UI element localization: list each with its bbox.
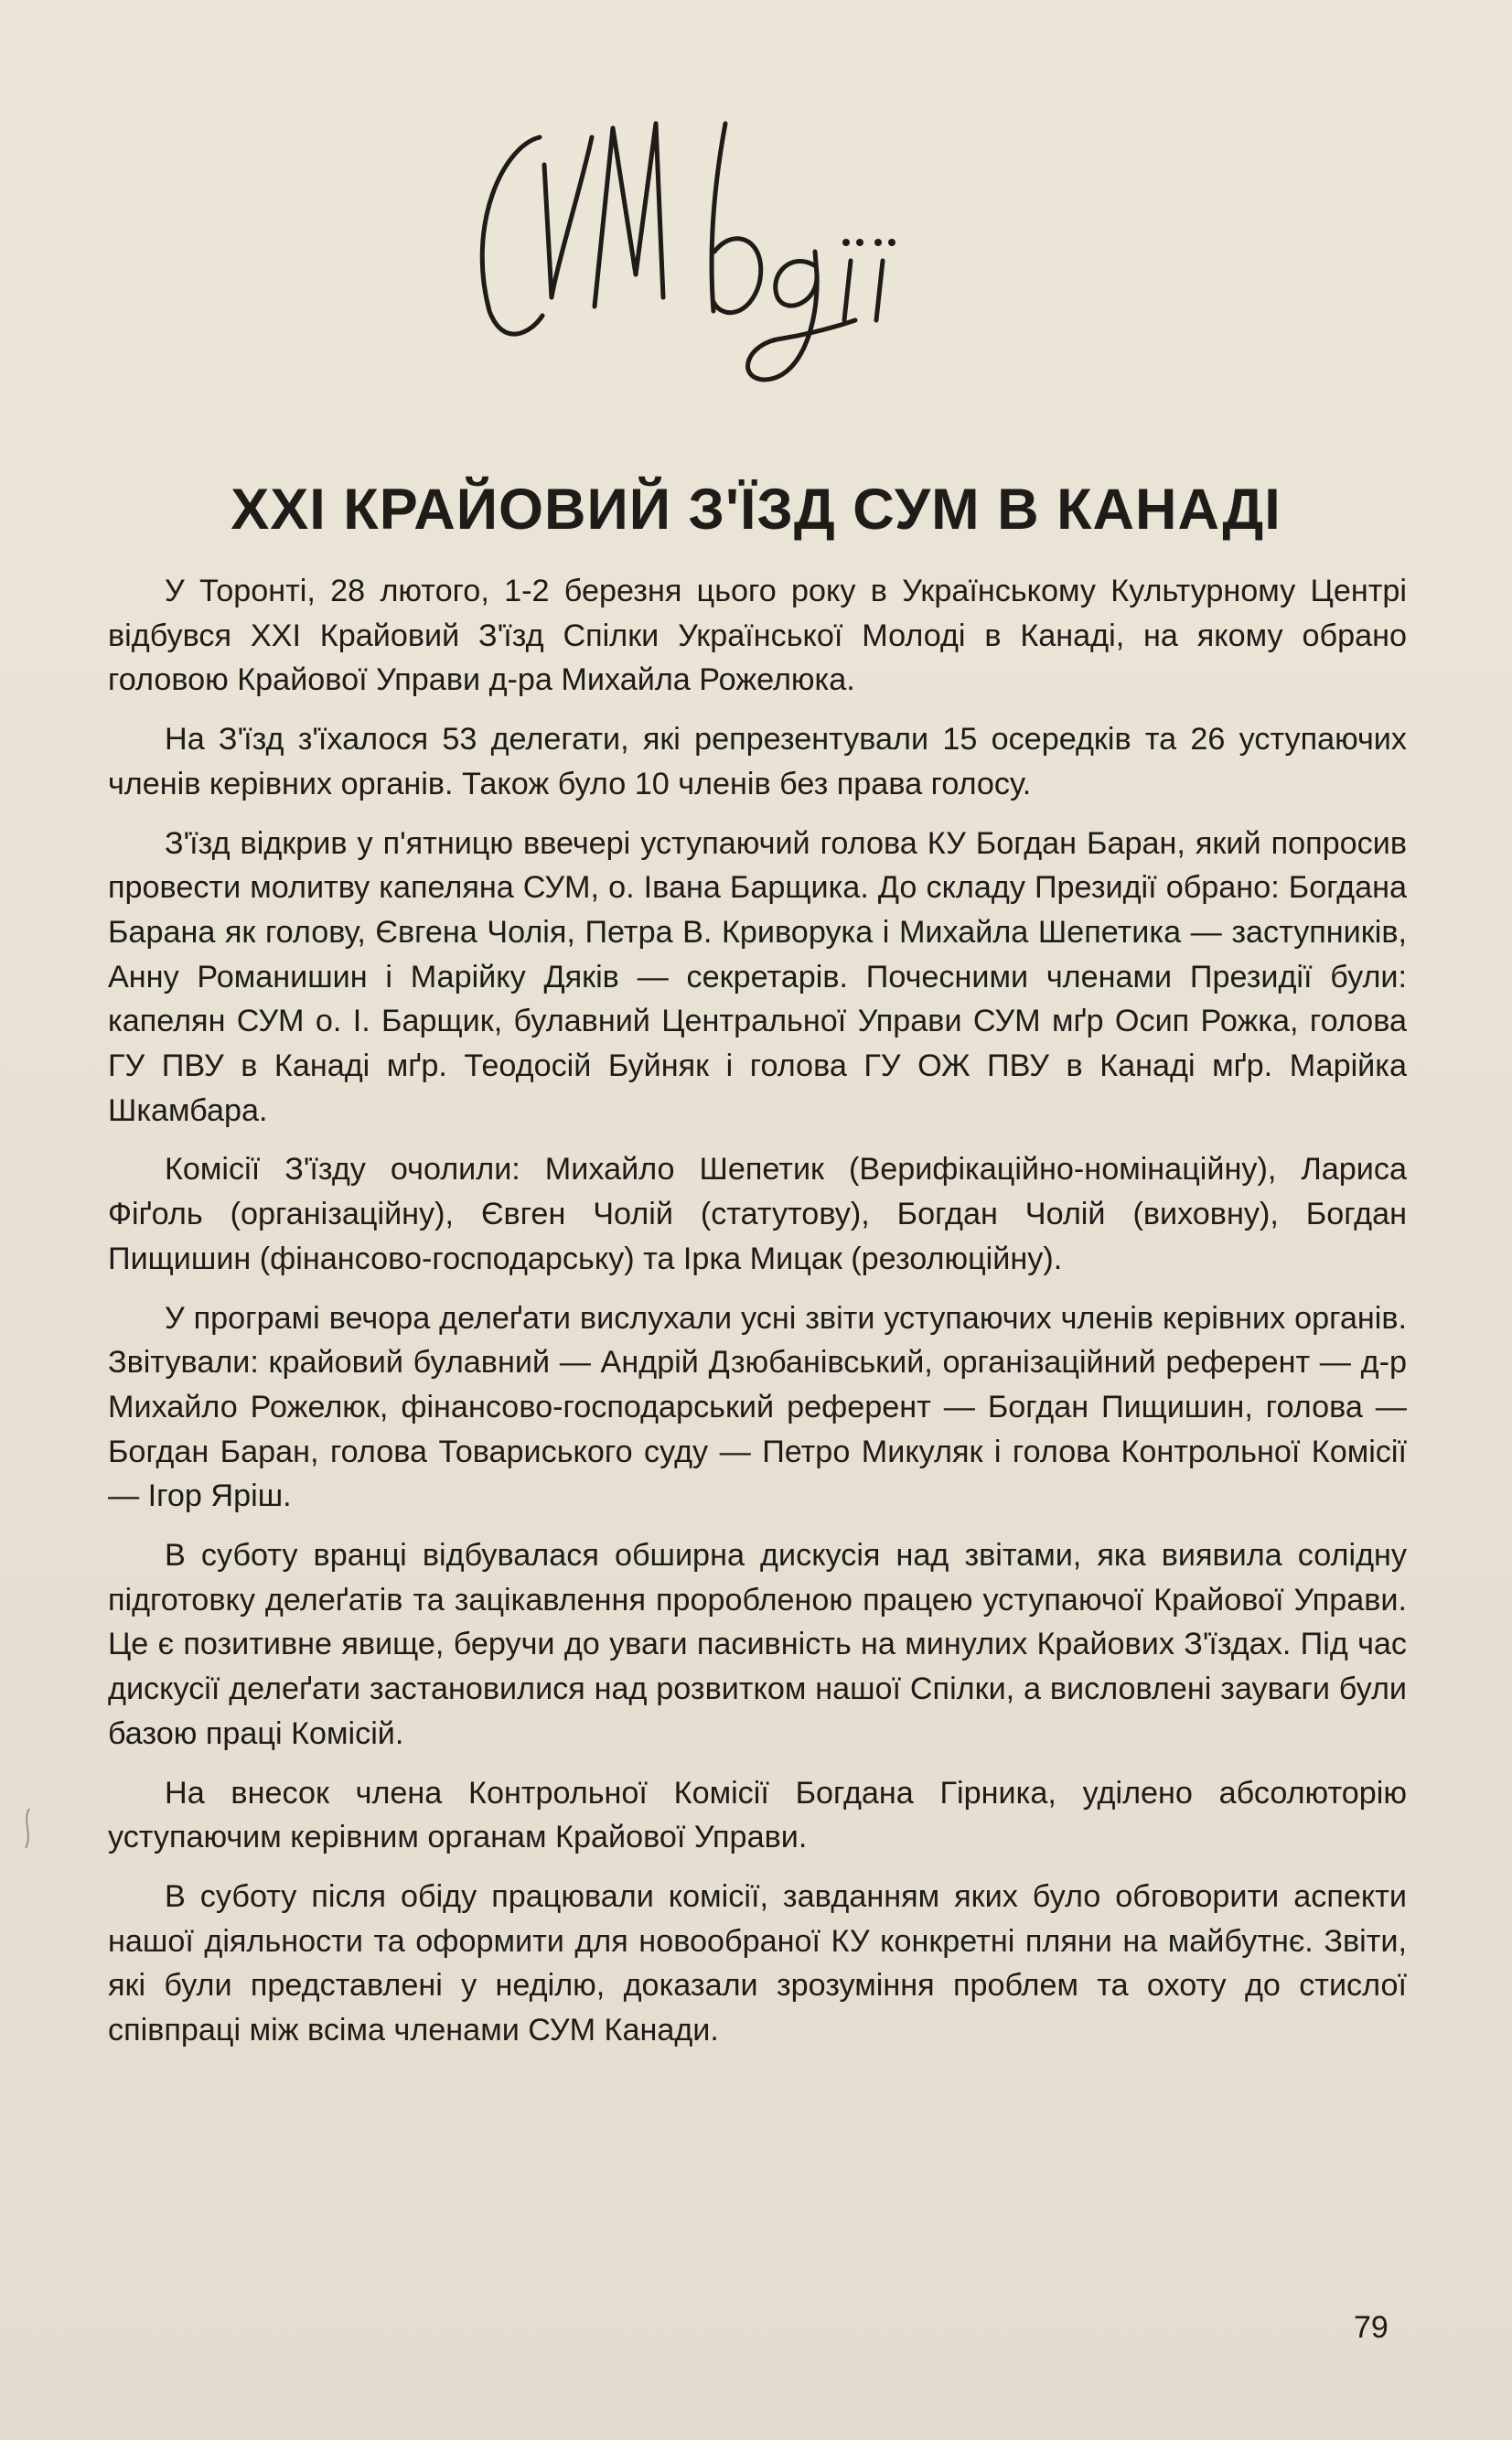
margin-pencil-mark xyxy=(18,1807,37,1862)
paragraph-4: Комісії З'їзду очолили: Михайло Шепетик (Верифікаційно-номінаційну), Лариса Фіґоль (організаційну), Євген Чолій (статутову), Богдан Чолій (виховну), Богдан Пищишин (фінансово-господарську) та Ірка Мицак (резолюційну). xyxy=(108,1152,1407,1276)
logo-handwriting xyxy=(453,114,1002,416)
paragraph-3: З'їзд відкрив у п'ятницю ввечері уступаючий голова КУ Богдан Баран, який попросив провести молитву капеляна СУМ, о. Івана Барщика. До складу Президії обрано: Богдана Барана як голову, Євгена Чолія, Петра В. Криворука і Михайла Шепетика — заступників, Анну Романишин і Марійку Дяків — секретарів. Почесними членами Президії були: капелян СУМ о. І. Барщик, булавний Центральної Управи СУМ мґр Осип Рожка, голова ГУ ПВУ в Канаді мґр. Теодосій Буйняк і голова ГУ ОЖ ПВУ в Канаді мґр. Марійка Шкамбара. xyxy=(108,825,1407,1128)
paragraph-1: У Торонті, 28 лютого, 1-2 березня цього року в Українському Культурному Центрі відбувся XXI Крайовий З'їзд Спілки Української Молоді в Канаді, на якому обрано головою Крайової Управи д-ра Михайла Рожелюка. xyxy=(108,574,1407,698)
paragraph-5: У програмі вечора делеґати вислухали усні звіти уступаючих членів керівних органів. Звітували: крайовий булавний — Андрій Дзюбанівський, організаційний референт — д-р Михайло Рожелюк, фінансово-господарський референт — Богдан Пищишин, голова — Богдан Баран, голова Товариського суду — Петро Микуляк і голова Контрольної Комісії — Ігор Яріш. xyxy=(108,1300,1407,1514)
sum-v-dii-logo xyxy=(453,114,1002,416)
paragraph-8: В суботу після обіду працювали комісії, завданням яких було обговорити аспекти нашої діяльности та оформити для новообраної КУ конкретні пляни на майбутнє. Звіти, які були представлені у неділю, доказали зрозуміння проблем та охоту до стислої співпраці між всіма членами СУМ Канади. xyxy=(108,1878,1407,2048)
article-body xyxy=(108,569,1407,2068)
paragraph-6: В суботу вранці відбувалася обширна дискусія над звітами, яка виявила солідну підготовку делеґатів та зацікавлення проробленою працею уступаючої Крайової Управи. Це є позитивне явище, беручи до уваги пасивність на минулих Крайових З'їздах. Під час дискусії делеґати застановилися над розвитком нашої Спілки, а висловлені зауваги були базою праці Комісій. xyxy=(108,1538,1407,1751)
page-number: 79 xyxy=(1354,2310,1389,2345)
article-title: XXI КРАЙОВИЙ З'ЇЗД СУМ В КАНАДІ xyxy=(231,478,1281,542)
paragraph-2: На З'їзд з'їхалося 53 делегати, які репрезентували 15 осередків та 26 уступаючих членів керівних органів. Також було 10 членів без права голосу. xyxy=(108,722,1407,801)
paragraph-7: На внесок члена Контрольної Комісії Богдана Гірника, уділено абсолюторію уступаючим керівним органам Крайової Управи. xyxy=(108,1775,1407,1855)
